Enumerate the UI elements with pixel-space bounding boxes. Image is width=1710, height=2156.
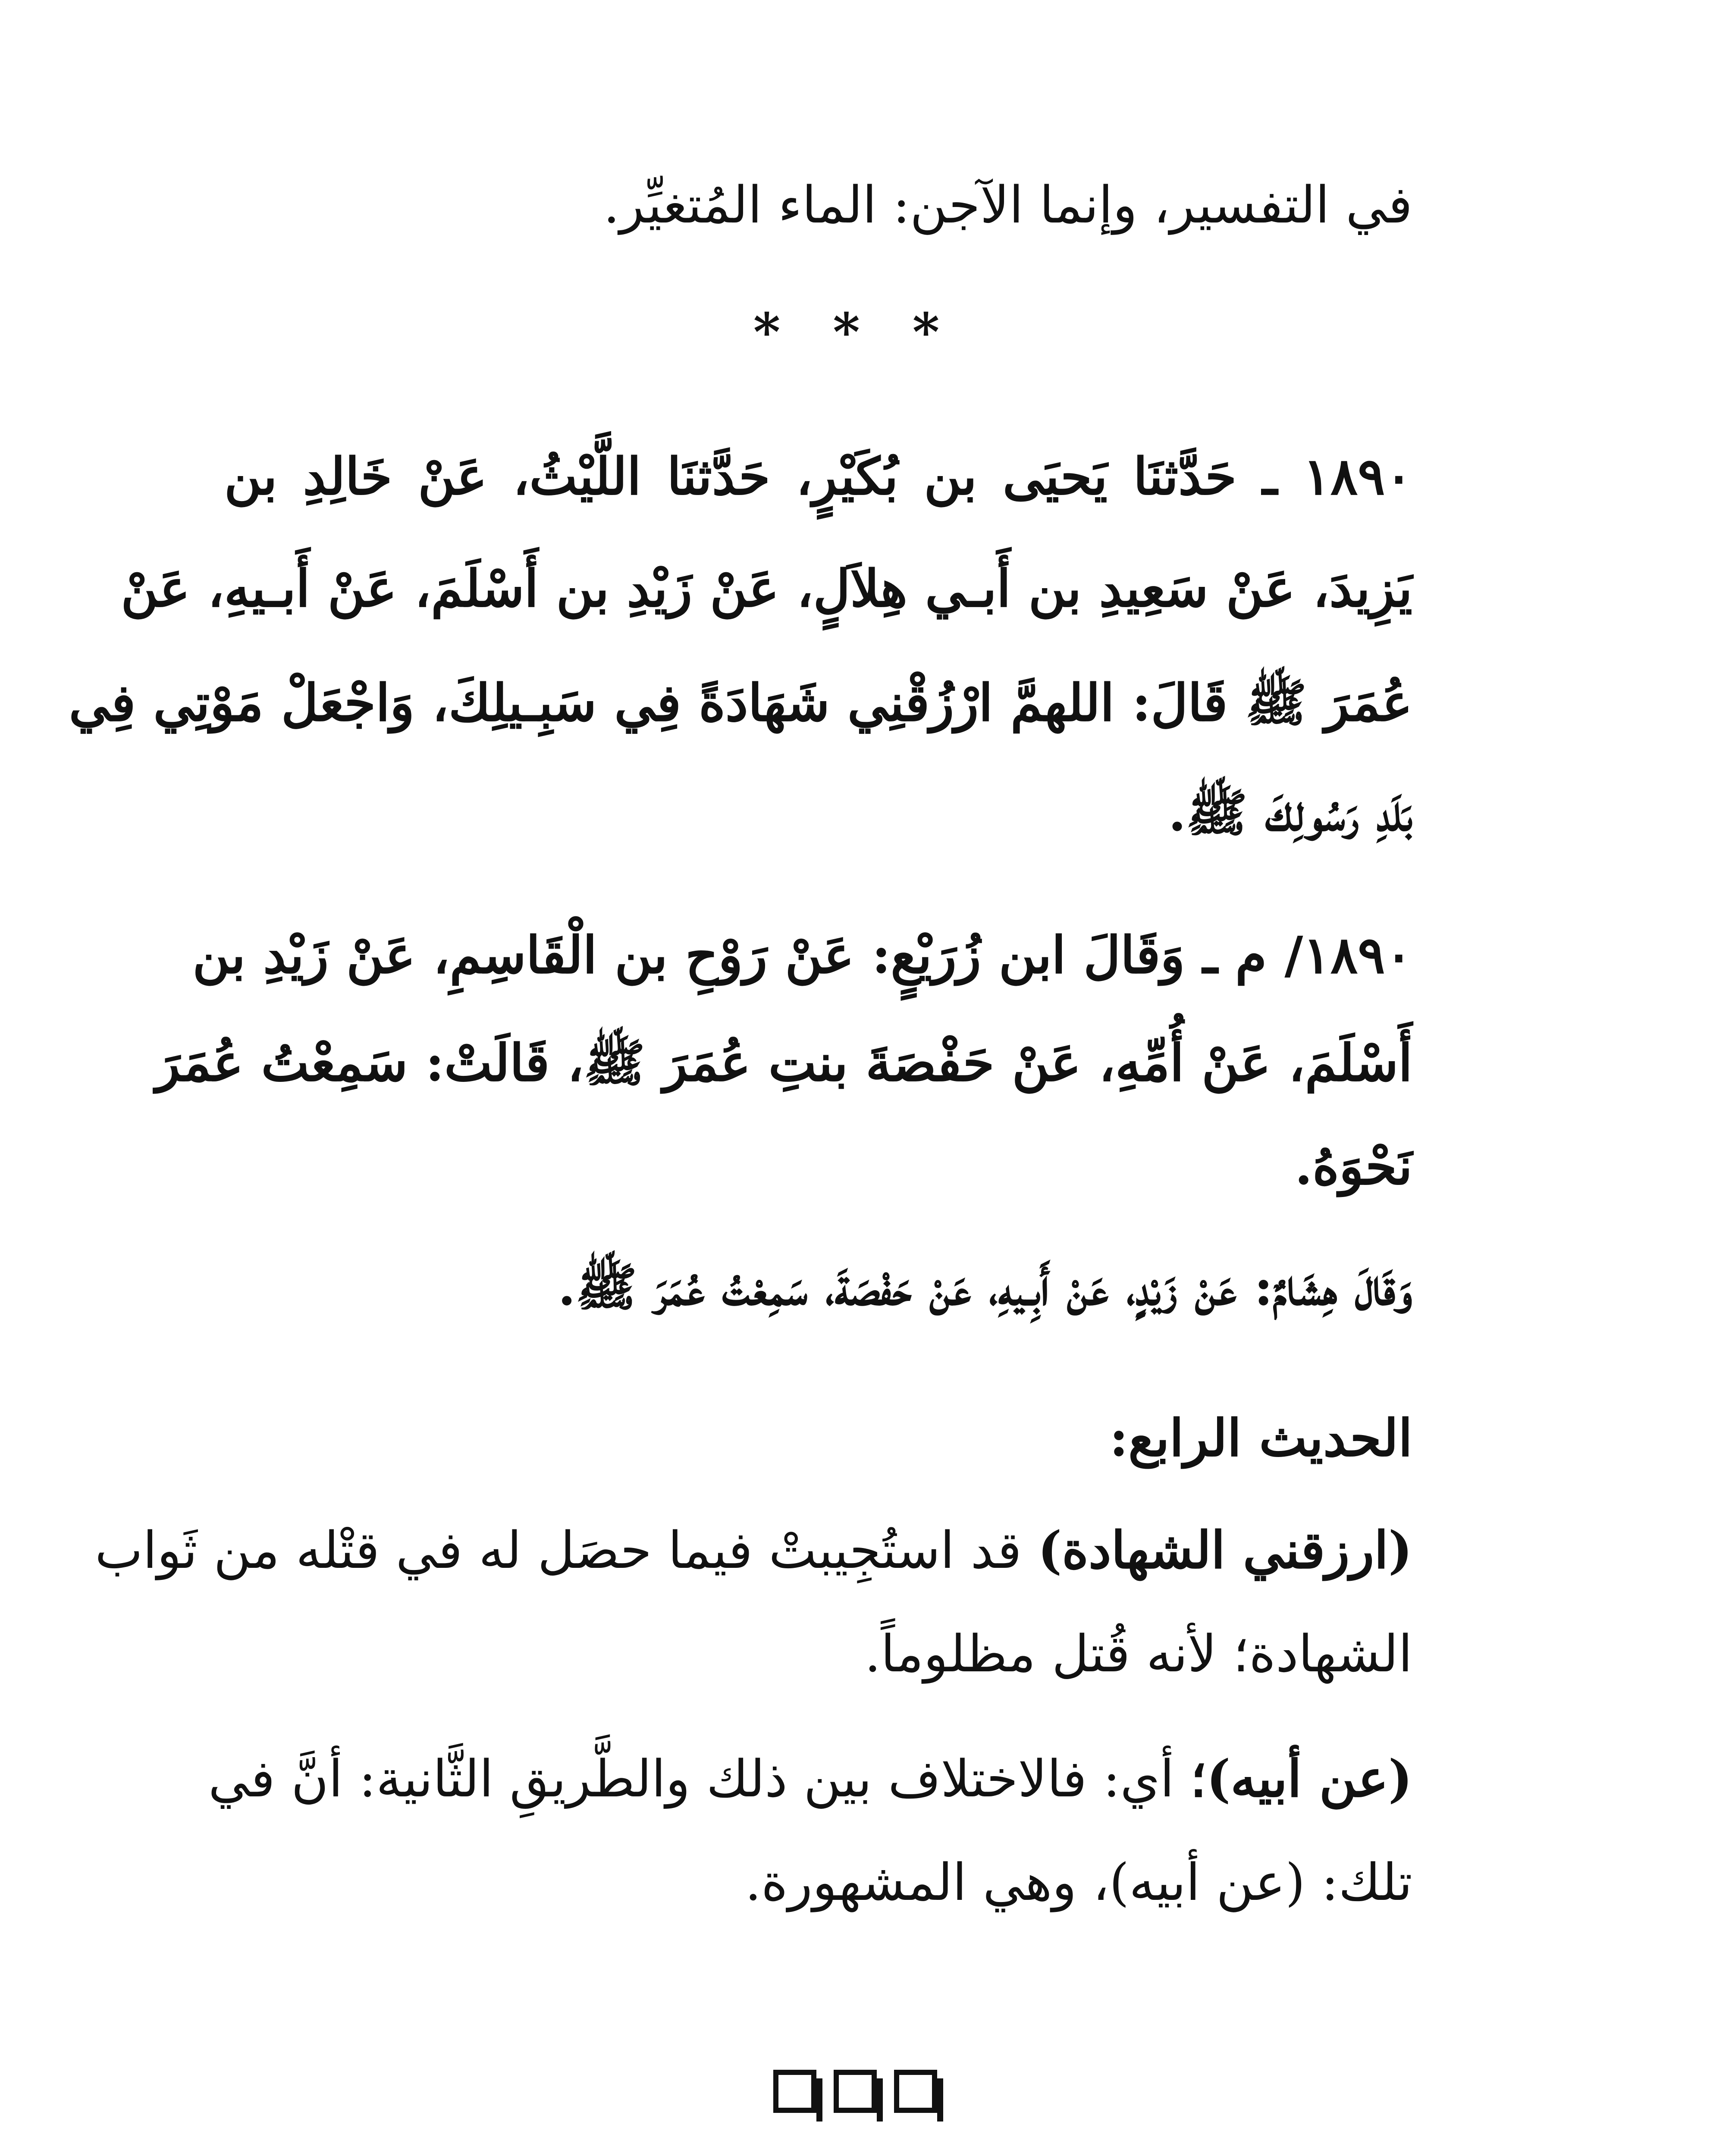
- hadith-1890-line-4: بَلَدِ رَسُولِكَ ﷺ.: [1168, 783, 1412, 843]
- commentary-1-text: قد استُجِيبتْ فيما حصَل له في قتْله من ثَواب: [95, 1520, 1038, 1580]
- end-square-icon: [773, 2070, 816, 2113]
- section-heading: الحديث الرابع:: [1109, 1408, 1412, 1468]
- commentary-1-term: (ارزقني الشهادة): [1038, 1520, 1412, 1580]
- hadith-1890-line-3: عُمَرَ ﷺ قَالَ: اللهمَّ ارْزُقْنِي شَهَادَةً فِي سَبِـيلِكَ، وَاجْعَلْ مَوْتِي فِي: [69, 673, 1412, 733]
- end-square-icon: [894, 2070, 937, 2113]
- hisham-line: وَقَالَ هِشَامٌ: عَنْ زَيْدٍ، عَنْ أَبِـيهِ، عَنْ حَفْصَةَ، سَمِعْتُ عُمَرَ ﷺ.: [558, 1257, 1412, 1317]
- separator-stars: * * *: [753, 302, 957, 363]
- commentary-2-term: (عن أبيه)؛: [1190, 1749, 1412, 1808]
- hadith-1890m-line-1: ١٨٩٠/ م ـ وَقَالَ ابن زُرَيْعٍ: عَنْ رَوْحِ بن الْقَاسِمِ، عَنْ زَيْدِ بن: [192, 925, 1412, 985]
- top-line: في التفسير، وإنما الآجن: الماء المُتغيِّر.: [603, 175, 1412, 235]
- hadith-1890-line-1: ١٨٩٠ ـ حَدَّثنَا يَحيَى بن بُكَيْرٍ، حَدَّثنَا اللَّيْثُ، عَنْ خَالِدِ بن: [224, 446, 1412, 506]
- hadith-1890m-line-2: أَسْلَمَ، عَنْ أُمِّهِ، عَنْ حَفْصَةَ بنتِ عُمَرَ ﷺ، قَالَتْ: سَمِعْتُ عُمَرَ: [155, 1033, 1412, 1093]
- hadith-1890-line-2: يَزِيدَ، عَنْ سَعِيدِ بن أَبـي هِلاَلٍ، عَنْ زَيْدِ بن أَسْلَمَ، عَنْ أَبـيهِ، عَنْ: [121, 558, 1412, 618]
- commentary-2-line-1: [208, 1746, 1412, 1811]
- commentary-1-line-1: [95, 1518, 1412, 1583]
- end-square-icon: [834, 2070, 877, 2113]
- hadith-1890m-line-3: نَحْوَهُ.: [1295, 1136, 1412, 1196]
- commentary-2-text: أي: فالاختلاف بين ذلك والطَّريقِ الثَّانية: أنَّ في: [208, 1749, 1191, 1808]
- commentary-2-line-2: تلك: (عن أبيه)، وهي المشهورة.: [745, 1852, 1412, 1912]
- commentary-1-line-2: الشهادة؛ لأنه قُتل مظلوماً.: [864, 1624, 1412, 1683]
- end-of-section-marks: [0, 2070, 1710, 2115]
